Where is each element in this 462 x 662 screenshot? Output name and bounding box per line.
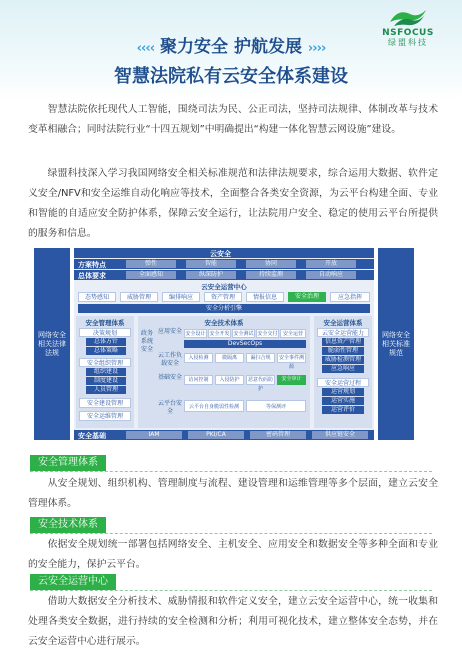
mgmt-item: 人员管理 [86, 386, 126, 394]
intro-paragraph-1: 智慧法院依托现代人工智能，围绕司法为民、公正司法，坚持司法规律、体制改革与技术变革相融合；同时法院行业“十四五规划”中明确提出“构建一体化智慧云网设施”建设。 [28, 104, 438, 135]
ops-center-item: 资产管理 [204, 292, 242, 302]
ops-center-item: 编排响应 [162, 292, 200, 302]
feature-chip: 智能 [186, 260, 236, 268]
logo-text-en: NSFOCUS [382, 28, 434, 38]
tech-row-item: 等保测评 [246, 400, 306, 412]
tech-row-item: 安全审计 [277, 375, 306, 385]
section-text-mgmt: 从安全规划、组织机构、管理制度与流程、建设管理和运维管理等多个层面，建立云安全管理体系。 [28, 478, 438, 509]
section-title-tech: 安全技术体系 [30, 517, 106, 533]
section-divider [30, 590, 432, 591]
goal-chip: 全面感知 [126, 271, 176, 279]
ops-sys-item: 运营实施 [322, 397, 364, 405]
devsecops-bar: DevSecOps [184, 340, 306, 348]
nsfocus-logo-icon [388, 6, 428, 28]
ops-sys-item: 信息资产管理 [322, 338, 364, 346]
section-divider [30, 533, 432, 534]
ops-sys-item: 安全运营过程 [317, 378, 369, 387]
mgmt-item: 组织建设 [86, 368, 126, 376]
chevrons-right-icon: ›››› [307, 41, 326, 56]
tech-row-label: 云工作负载安全 [158, 352, 183, 367]
tech-row-item: 安全开发 [209, 331, 230, 337]
analysis-engine: 安全分析引擎 [78, 304, 370, 313]
diagram-core [74, 248, 374, 440]
base-chip: IAM [126, 431, 182, 439]
tech-row-label: 应用安全 [158, 328, 183, 335]
ops-sys-item: 应急响应 [322, 365, 364, 373]
ops-center-item: 安全治理 [288, 292, 326, 302]
page-title [0, 32, 462, 57]
tech-row-item: 安全测试 [233, 331, 254, 337]
logo-text-cn: 绿盟科技 [388, 38, 428, 47]
goal-chip: 持续监测 [246, 271, 296, 279]
section-title-ops-center: 云安全运营中心 [30, 574, 116, 590]
ops-center-item: 态势感知 [78, 292, 116, 302]
page-subtitle: 智慧法院私有云安全体系建设 [114, 66, 348, 87]
mgmt-item: 安全组织管理 [79, 358, 131, 367]
intro-paragraph-2: 绿盟科技深入学习我国网络安全相关标准规范和法律法规要求，综合运用大数据、软件定义安全/NFV和安全运维自动化响应等技术，全面整合各类安全资源，为云平台构建全面、专业和智能的自适应安全防护体系，保障云安全运行，让法院用户安全、稳定的使用云平台所提供的服务和信息。 [28, 168, 438, 239]
tech-row-item: 安全事件溯源 [278, 355, 304, 370]
ops-center-item: 威胁管理 [120, 292, 158, 302]
section-title-mgmt: 安全管理体系 [30, 455, 106, 471]
tech-row-item: 恶意代码防护 [247, 377, 273, 392]
tech-row-item: 微隔离 [215, 353, 244, 363]
tech-row-item: 云平台自身脆弱性检测 [184, 400, 244, 412]
ops-sys-item: 云安全运营能力 [317, 328, 369, 337]
ops-system-title: 安全运营体系 [323, 319, 363, 327]
ops-center-item: 情报信息 [246, 292, 284, 302]
section-text-ops-center: 借助大数据安全分析技术、威胁情报和软件定义安全，建立云安全运营中心，统一收集和处理各类安全数据，进行持续的安全检测和分析；利用可视化技术，建立整体安全态势，并在云安全运营中心进行展示。 [28, 596, 438, 647]
diagram-left-side: 网络安全相关法律法规 [34, 248, 70, 440]
tech-row-item: 安全运营 [280, 329, 306, 338]
mgmt-item: 总体策略 [86, 347, 126, 355]
goal-chip: 自动响应 [306, 271, 356, 279]
tech-system-title: 安全技术体系 [204, 319, 244, 327]
base-chip: PKI/CA [188, 431, 244, 439]
security-base-label: 安全基础 [78, 432, 106, 440]
diagram-right-side: 网络安全相关标准规范 [378, 248, 414, 440]
ops-center-title: 云安全运营中心 [201, 283, 247, 291]
chevrons-left-icon: ‹‹‹‹ [136, 41, 155, 56]
cloud-security-title: 云安全 [210, 250, 231, 258]
tech-row-label: 云平台安全 [158, 400, 183, 415]
ops-sys-item: 脆弱性管理 [322, 347, 364, 355]
ops-sys-item: 威胁检测管理 [322, 356, 364, 364]
ops-sys-item: 运营评价 [322, 406, 364, 414]
tech-row-item: 入侵检测 [184, 353, 213, 363]
ops-sys-item: 运营规划 [322, 388, 364, 396]
section-text-tech: 依据安全规划统一部署包括网络安全、主机安全、应用安全和数据安全等多种全面和专业的安全能力，保护云平台。 [28, 539, 438, 570]
mgmt-item: 安全运维管理 [79, 411, 131, 421]
goals-label: 总体要求 [78, 272, 106, 280]
feature-chip: 弹性 [126, 260, 176, 268]
mgmt-item: 安全建设管理 [79, 398, 131, 408]
tech-side-label: 政务系统安全 [140, 330, 153, 353]
mgmt-item: 决策规划 [79, 328, 131, 337]
goal-chip: 纵深防护 [186, 271, 236, 279]
tech-row-label: 基础安全 [158, 374, 183, 381]
tech-row-item: 安全设计 [185, 331, 206, 337]
section-divider [30, 471, 432, 472]
feature-chip: 协同 [246, 260, 296, 268]
feature-chip: 开放 [306, 260, 356, 268]
tech-row-item: 漏扫合规 [246, 353, 275, 363]
base-chip: 供应链安全 [312, 431, 368, 439]
tech-row-item: 访问控制 [184, 375, 213, 385]
tech-row-item: 安全交付 [257, 331, 278, 337]
mgmt-item: 制度建设 [86, 377, 126, 385]
architecture-diagram [34, 248, 414, 440]
tech-row-item: 入侵防护 [215, 375, 244, 385]
base-chip: 密码管理 [250, 431, 306, 439]
features-label: 方案特点 [78, 261, 106, 269]
title-line1: 聚力安全 护航发展 [160, 37, 302, 57]
mgmt-system-title: 安全管理体系 [85, 319, 125, 327]
ops-center-item: 应急指挥 [330, 292, 370, 302]
mgmt-item: 总体方针 [86, 338, 126, 346]
